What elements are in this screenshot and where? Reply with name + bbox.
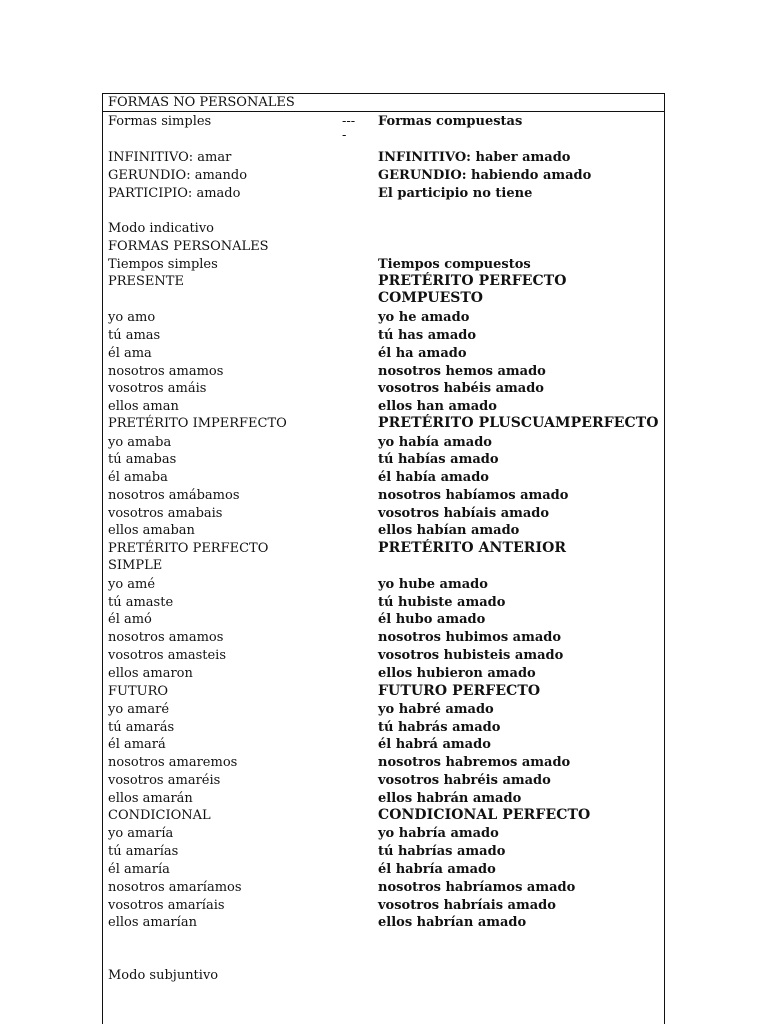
compound-form: tú habías amado (378, 452, 499, 467)
conjugation-table (102, 93, 665, 1024)
compound-form: él había amado (378, 470, 489, 485)
participle-simple: PARTICIPIO: amado (108, 186, 241, 201)
compound-form: ellos habrán amado (378, 791, 522, 806)
section-title-compound: CONDICIONAL PERFECTO (378, 807, 591, 823)
simple-forms-label: Formas simples (108, 114, 212, 129)
separator-dash: - (342, 128, 347, 143)
section-title-row (103, 540, 664, 573)
compound-form: nosotros hemos amado (378, 364, 546, 379)
simple-form: vosotros amabais (108, 506, 223, 521)
gerund-row (103, 167, 664, 185)
table-row (103, 719, 664, 737)
simple-form: él amó (108, 612, 152, 627)
compound-form: nosotros habíamos amado (378, 488, 569, 503)
compound-form: vosotros habéis amado (378, 381, 544, 396)
simple-form: ellos amarán (108, 791, 193, 806)
compound-form: ellos habrían amado (378, 915, 527, 930)
section-title-simple: PRETÉRITO PERFECTO (108, 541, 269, 556)
table-row (103, 398, 664, 416)
simple-form: nosotros amábamos (108, 488, 240, 503)
table-row (103, 434, 664, 452)
compound-form: tú habrías amado (378, 844, 506, 859)
compound-form: tú hubiste amado (378, 595, 506, 610)
table-header-row (103, 94, 664, 112)
gerund-compound: GERUNDIO: habiendo amado (378, 168, 592, 183)
simple-form: vosotros amáis (108, 381, 207, 396)
infinitive-simple: INFINITIVO: amar (108, 150, 232, 165)
compound-form: yo había amado (378, 435, 492, 450)
simple-form: nosotros amamos (108, 630, 224, 645)
indicative-mode-row (103, 220, 664, 238)
participle-compound: El participio no tiene (378, 186, 533, 201)
table-row (103, 576, 664, 594)
compound-form: ellos han amado (378, 399, 497, 414)
compound-tenses-label: Tiempos compuestos (378, 257, 531, 272)
tenses-label-row (103, 256, 664, 274)
simple-form: él amará (108, 737, 166, 752)
table-row (103, 754, 664, 772)
section-title-row (103, 807, 664, 825)
simple-form: nosotros amaremos (108, 755, 238, 770)
simple-form: nosotros amaríamos (108, 880, 242, 895)
compound-form: yo hube amado (378, 577, 488, 592)
table-row (103, 825, 664, 843)
table-row (103, 594, 664, 612)
compound-form: vosotros habíais amado (378, 506, 550, 521)
section-title-simple: CONDICIONAL (108, 808, 211, 823)
table-row (103, 772, 664, 790)
personal-forms-label: FORMAS PERSONALES (108, 239, 269, 254)
section-title-simple-line2: SIMPLE (108, 558, 163, 573)
personal-forms-row (103, 238, 664, 256)
compound-form: nosotros habríamos amado (378, 880, 576, 895)
section-title-row (103, 415, 664, 433)
compound-form: vosotros habríais amado (378, 898, 556, 913)
table-row (103, 647, 664, 665)
compound-forms-label: Formas compuestas (378, 114, 523, 129)
simple-form: ellos aman (108, 399, 179, 414)
compound-form: nosotros habremos amado (378, 755, 571, 770)
section-title-compound-line2: COMPUESTO (378, 290, 483, 306)
compound-form: ellos hubieron amado (378, 666, 536, 681)
table-row (103, 701, 664, 719)
table-row (103, 861, 664, 879)
simple-form: tú amarás (108, 720, 175, 735)
simple-form: él ama (108, 346, 152, 361)
table-row (103, 487, 664, 505)
simple-form: tú amaste (108, 595, 174, 610)
compound-form: vosotros habréis amado (378, 773, 551, 788)
section-title-row (103, 683, 664, 701)
section-title-simple: FUTURO (108, 684, 169, 699)
subjunctive-mode-row (103, 967, 664, 985)
section-title-simple: PRETÉRITO IMPERFECTO (108, 416, 287, 431)
compound-form: nosotros hubimos amado (378, 630, 562, 645)
section-title-compound: PRETÉRITO PLUSCUAMPERFECTO (378, 415, 659, 431)
simple-form: yo amaba (108, 435, 172, 450)
table-row (103, 522, 664, 540)
simple-form: nosotros amamos (108, 364, 224, 379)
indicative-mode-label: Modo indicativo (108, 221, 215, 236)
simple-form: él amaría (108, 862, 170, 877)
section-title-compound: PRETÉRITO PERFECTO (378, 273, 567, 289)
table-row (103, 611, 664, 629)
table-row (103, 897, 664, 915)
simple-form: ellos amaban (108, 523, 195, 538)
table-title: FORMAS NO PERSONALES (108, 95, 295, 110)
simple-form: vosotros amaréis (108, 773, 221, 788)
separator-dashes: --- (342, 114, 356, 129)
section-title-row (103, 273, 664, 306)
infinitive-compound: INFINITIVO: haber amado (378, 150, 571, 165)
compound-form: yo habré amado (378, 702, 494, 717)
table-row (103, 665, 664, 683)
compound-form: yo habría amado (378, 826, 499, 841)
compound-form: tú has amado (378, 328, 477, 343)
simple-tenses-label: Tiempos simples (108, 257, 218, 272)
simple-form: vosotros amasteis (108, 648, 226, 663)
simple-form: yo amaré (108, 702, 170, 717)
table-row (103, 879, 664, 897)
table-row (103, 363, 664, 381)
participle-row (103, 185, 664, 203)
simple-form: yo amo (108, 310, 156, 325)
simple-form: tú amas (108, 328, 161, 343)
table-row (103, 914, 664, 932)
compound-form: él habría amado (378, 862, 496, 877)
forms-label-row (103, 113, 664, 143)
subjunctive-mode-label: Modo subjuntivo (108, 968, 219, 983)
simple-form: ellos amaron (108, 666, 193, 681)
table-row (103, 505, 664, 523)
simple-form: ellos amarían (108, 915, 197, 930)
compound-form: tú habrás amado (378, 720, 501, 735)
simple-form: él amaba (108, 470, 168, 485)
simple-form: tú amarías (108, 844, 179, 859)
table-row (103, 843, 664, 861)
table-row (103, 345, 664, 363)
compound-form: vosotros hubisteis amado (378, 648, 564, 663)
table-row (103, 327, 664, 345)
section-title-simple: PRESENTE (108, 274, 184, 289)
table-row (103, 469, 664, 487)
compound-form: yo he amado (378, 310, 470, 325)
gerund-simple: GERUNDIO: amando (108, 168, 248, 183)
table-row (103, 380, 664, 398)
compound-form: ellos habían amado (378, 523, 520, 538)
table-row (103, 309, 664, 327)
simple-form: yo amaría (108, 826, 174, 841)
table-row (103, 736, 664, 754)
compound-form: él ha amado (378, 346, 467, 361)
simple-form: vosotros amaríais (108, 898, 225, 913)
simple-form: tú amabas (108, 452, 177, 467)
section-title-compound: FUTURO PERFECTO (378, 683, 541, 699)
infinitive-row (103, 149, 664, 167)
table-row (103, 790, 664, 808)
compound-form: él habrá amado (378, 737, 491, 752)
simple-form: yo amé (108, 577, 156, 592)
section-title-compound: PRETÉRITO ANTERIOR (378, 540, 567, 556)
table-row (103, 451, 664, 469)
table-row (103, 629, 664, 647)
compound-form: él hubo amado (378, 612, 486, 627)
